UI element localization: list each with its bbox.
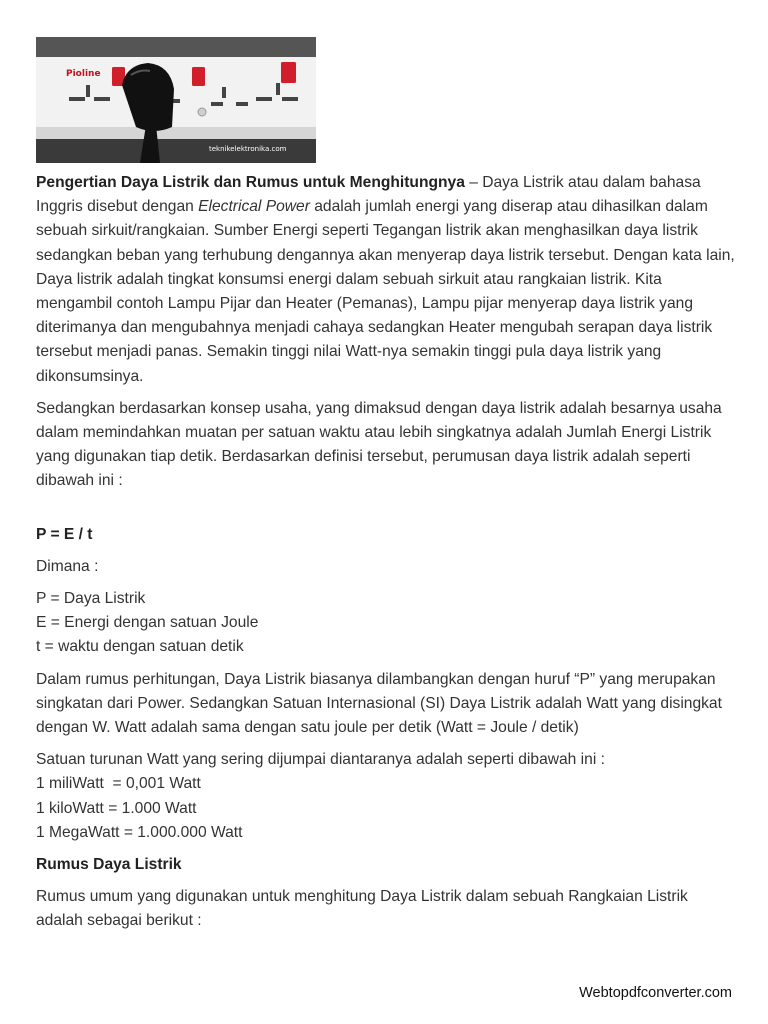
footer-credit: Webtopdfconverter.com [579,985,732,1001]
article-body [36,171,736,942]
dimana-label: Dimana : [36,557,99,575]
unit-item: 1 miliWatt = 0,001 Watt [36,775,201,793]
article-title: Pengertian Daya Listrik dan Rumus untuk Menghitungnya [36,174,465,191]
paragraph-3: Dalam rumus perhitungan, Daya Listrik biasanya dilambangkan dengan huruf “P” yang merupakan singkatan dari Power. Sedangkan Satuan Internasional (SI) Daya Listrik adalah Watt yang disingkat dengan W. Watt adalah sama dengan satu joule per detik (Watt = Joule / detik) [36,670,722,737]
power-formula: P = E / t [36,525,93,543]
image-watermark: teknikelektronika.com [209,145,287,153]
intro-term: Electrical Power [198,198,310,216]
intro-text-b: adalah jumlah energi yang diserap atau dihasilkan dalam sebuah sirkuit/rangkaian. Sumber Energi seperti Tegangan listrik akan menghasilkan daya listrik sedangkan beban yang terhubung dengannya akan menyerap daya listrik tersebut. Dengan kata lain, Daya listrik adalah tingkat konsumsi energi dalam sebuah sirkuit atau rangkaian listrik. Kita mengambil contoh Lampu Pijar dan Heater (Pemanas), Lampu pijar menyerap daya listrik yang diterimanya dan mengubahnya menjadi cahaya sedangkan Heater mengubah serapan daya listrik tersebut menjadi panas. Semakin tinggi nilai Watt-nya semakin tinggi pula daya listrik yang dikonsumsinya. [36,198,735,385]
definitions-list [36,587,736,660]
unit-item: 1 kiloWatt = 1.000 Watt [36,799,197,817]
intro-paragraph [36,171,736,389]
intro-text-a: – Daya Listrik atau dalam bahasa Inggris disebut dengan [36,174,701,216]
definition-item: E = Energi dengan satuan Joule [36,614,259,632]
paragraph-4: Rumus umum yang digunakan untuk menghitung Daya Listrik dalam sebuah Rangkaian Listrik adalah sebagai berikut : [36,888,688,930]
power-strip-photo [36,37,316,163]
definition-item: t = waktu dengan satuan detik [36,638,244,656]
unit-item: 1 MegaWatt = 1.000.000 Watt [36,823,243,841]
section-heading: Rumus Daya Listrik [36,856,182,874]
brand-logo: Pioline [66,69,101,79]
units-list [36,748,736,845]
definition-item: P = Daya Listrik [36,590,146,608]
paragraph-2: Sedangkan berdasarkan konsep usaha, yang dimaksud dengan daya listrik adalah besarnya usaha dalam memindahkan muatan per satuan waktu atau lebih singkatnya adalah Jumlah Energi Listrik yang digunakan tiap detik. Berdasarkan definisi tersebut, perumusan daya listrik adalah seperti dibawah ini : [36,399,722,490]
units-intro: Satuan turunan Watt yang sering dijumpai diantaranya adalah seperti dibawah ini : [36,751,605,769]
